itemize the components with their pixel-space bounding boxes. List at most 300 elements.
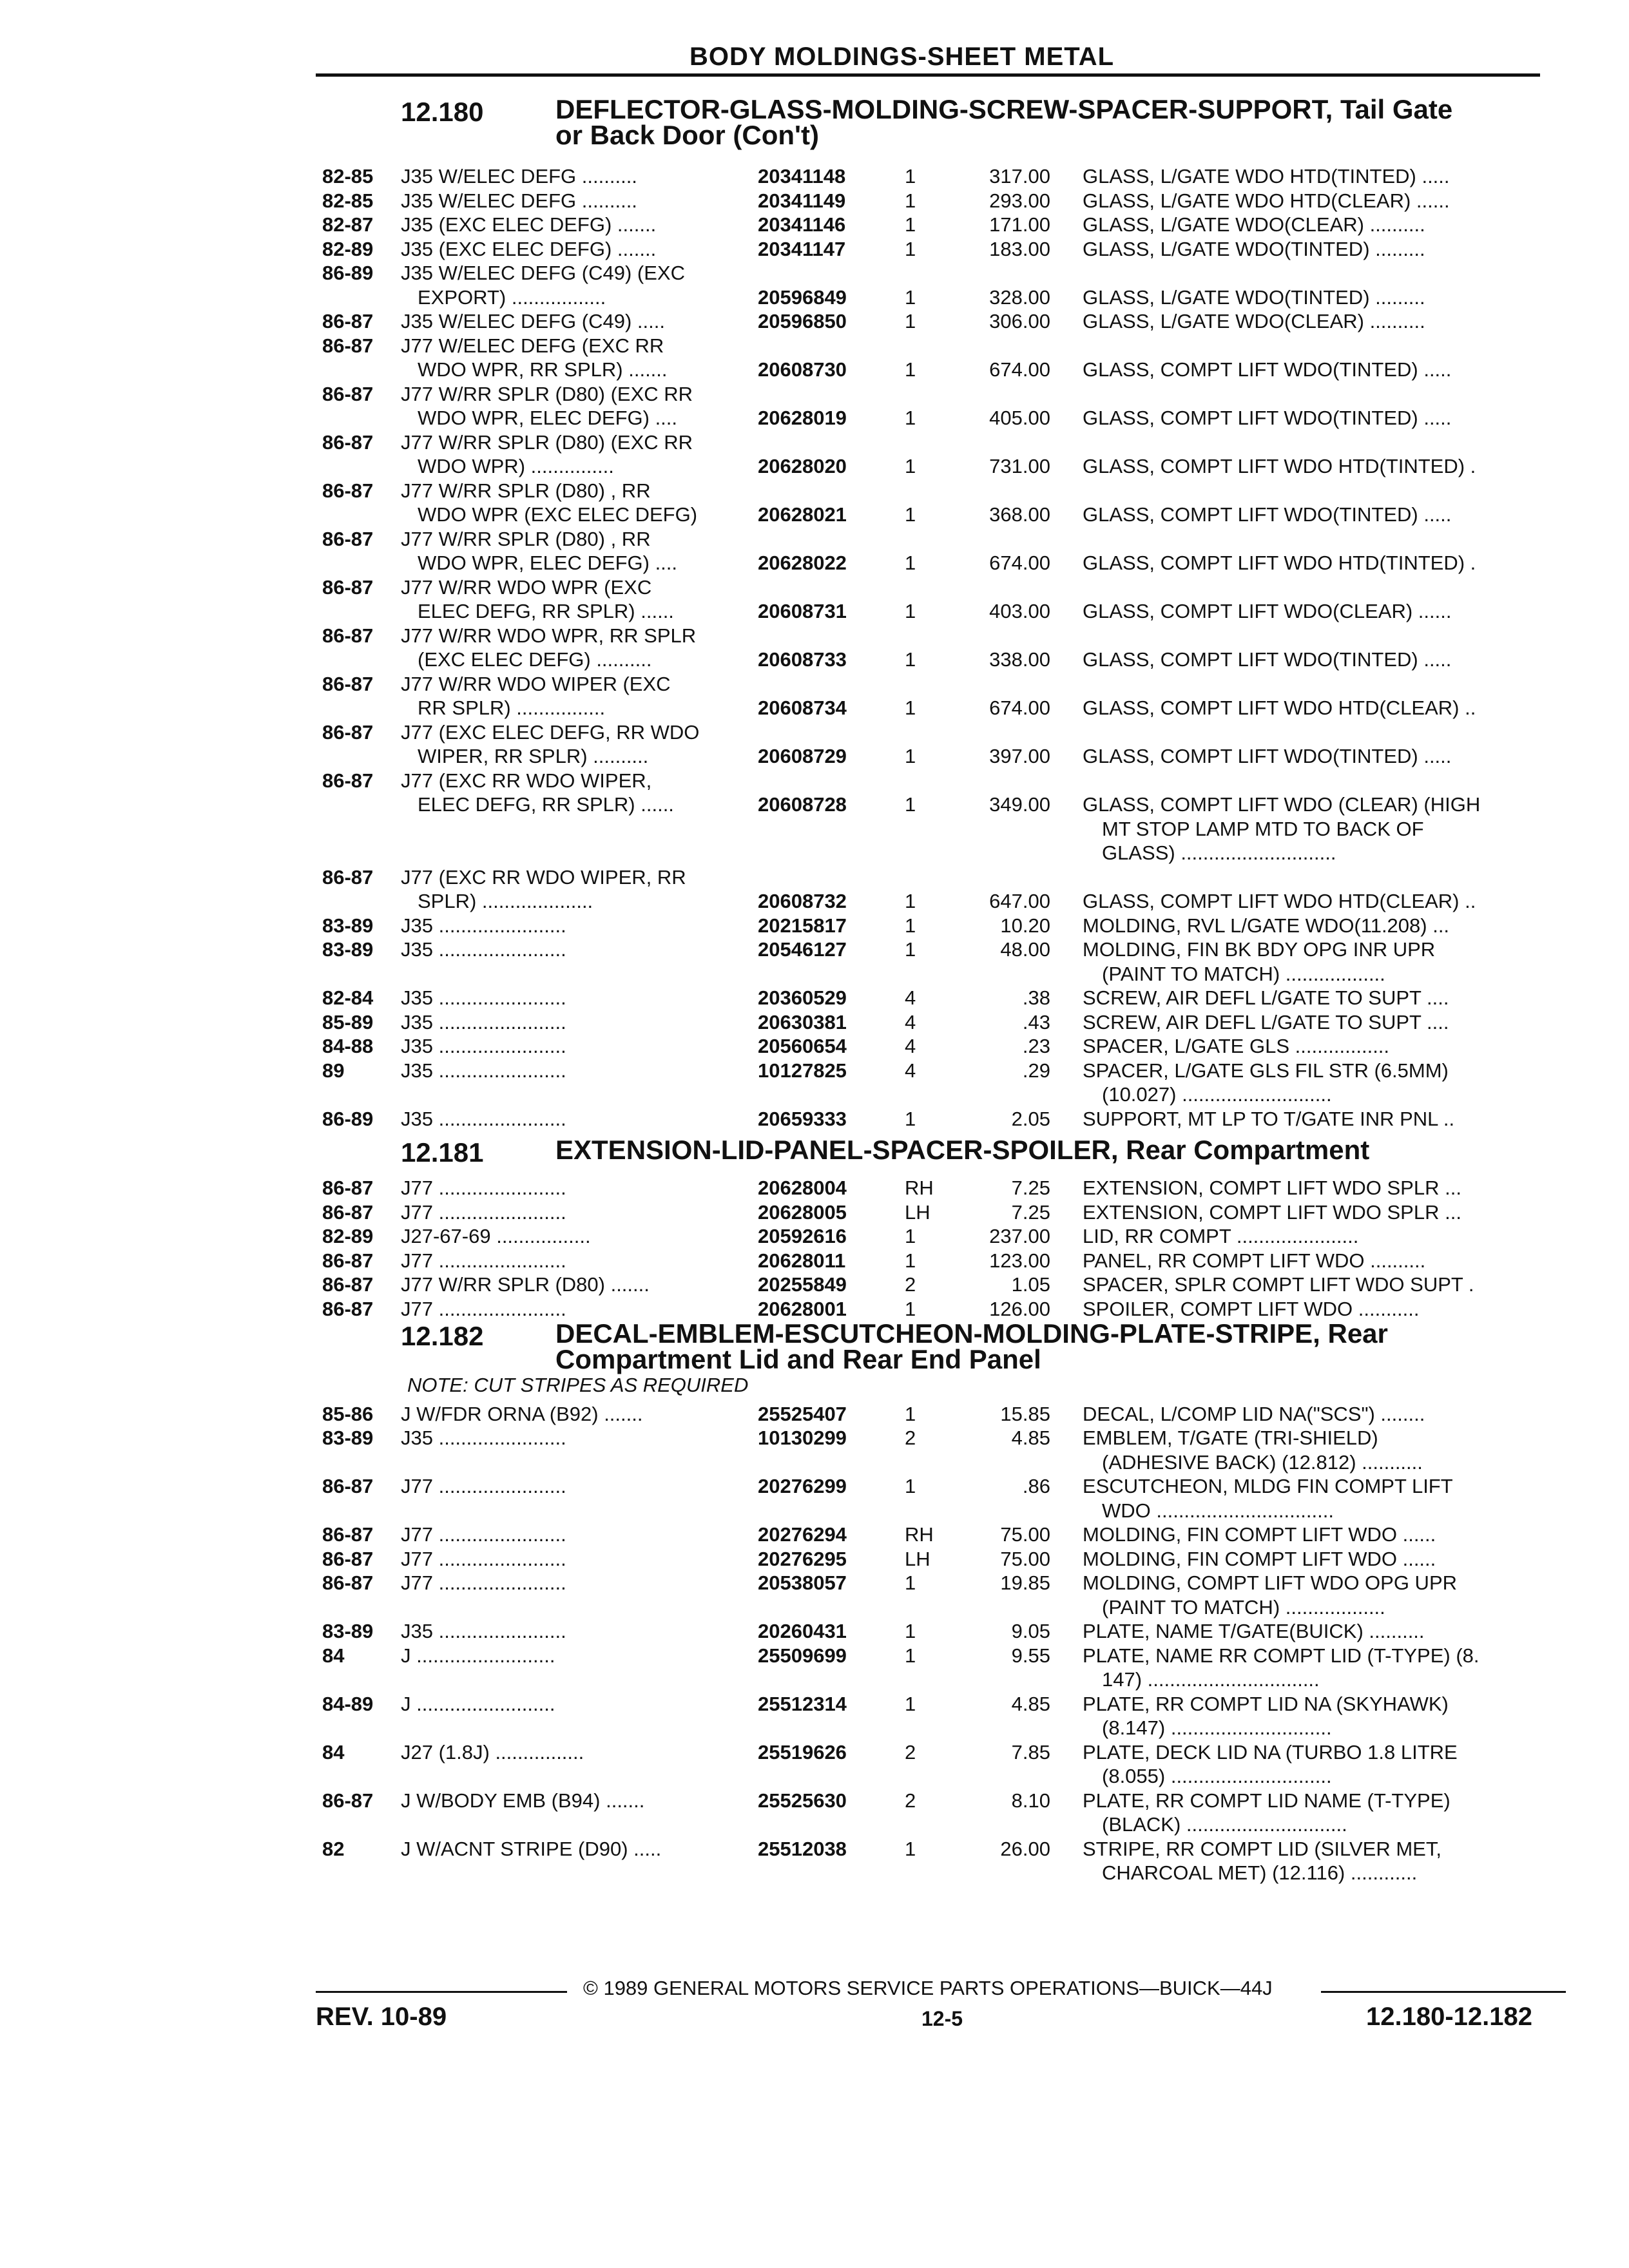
quantity: 4 [905,986,916,1009]
price: 7.25 [1011,1200,1050,1224]
part-number: 20628019 [758,407,847,429]
model-years: 86-87 [322,382,374,405]
part-name: WDO ................................ [1102,1499,1334,1522]
section-note: NOTE: CUT STRIPES AS REQUIRED [407,1374,749,1396]
part-number: 20628005 [758,1200,847,1224]
quantity: 1 [905,938,916,961]
part-usage: J77 W/ELEC DEFG (EXC RR [401,334,664,357]
price: .38 [1022,986,1050,1009]
part-row [0,261,1629,309]
footer-copyright: © 1989 GENERAL MOTORS SERVICE PARTS OPERATIONS—BUICK—44J [583,1977,1273,1999]
part-number: 10130299 [758,1427,847,1449]
part-number: 20628011 [758,1249,846,1272]
part-usage: J77 W/RR WDO WPR (EXC [401,575,652,599]
part-name: PLATE, DECK LID NA (TURBO 1.8 LITRE [1083,1740,1458,1763]
model-years: 84-88 [322,1035,374,1057]
part-usage: WDO WPR) ............... [418,455,614,477]
part-name: (BLACK) ............................. [1102,1813,1347,1836]
part-usage: RR SPLR) ................ [418,697,606,719]
price: 237.00 [989,1225,1050,1247]
part-number: 25509699 [758,1644,847,1667]
part-usage: J35 W/ELEC DEFG .......... [401,165,637,187]
quantity: 4 [905,1059,916,1082]
price: 4.85 [1011,1692,1050,1715]
price: 15.85 [1000,1402,1050,1425]
part-row [0,1402,1629,1427]
part-usage: J35 (EXC ELEC DEFG) ....... [401,237,657,260]
model-years: 82-84 [322,986,374,1009]
part-name: DECAL, L/COMP LID NA("SCS") ........ [1083,1402,1425,1425]
part-usage: J W/ACNT STRIPE (D90) ..... [401,1837,662,1860]
part-number: 20360529 [758,986,847,1009]
part-usage: WDO WPR, ELEC DEFG) .... [418,552,678,574]
model-years: 86-87 [322,479,374,502]
part-usage: J77 ....................... [401,1475,566,1497]
part-name: EXTENSION, COMPT LIFT WDO SPLR ... [1083,1177,1461,1199]
part-name: SPACER, L/GATE GLS FIL STR (6.5MM) [1083,1059,1449,1082]
model-years: 86-87 [322,1273,374,1296]
price: 9.05 [1011,1620,1050,1642]
part-name: MOLDING, RVL L/GATE WDO(11.208) ... [1083,914,1450,937]
section-number: 12.182 [401,1321,484,1351]
part-usage: J35 ....................... [401,1107,566,1130]
part-number: 25512314 [758,1692,847,1715]
part-row [0,527,1629,575]
part-row [0,479,1629,527]
part-usage: J77 W/RR WDO WIPER (EXC [401,672,671,695]
part-name: (ADHESIVE BACK) (12.812) ........... [1102,1450,1423,1474]
model-years: 84 [322,1740,345,1763]
quantity: RH [905,1523,934,1546]
quantity: 1 [905,552,916,574]
model-years: 86-87 [322,1789,374,1812]
quantity: 1 [905,1297,916,1320]
model-years: 86-87 [322,1547,374,1570]
quantity: 1 [905,407,916,429]
part-number: 20341147 [758,237,846,260]
model-years: 86-87 [322,430,374,454]
model-years: 82-89 [322,1225,374,1247]
part-name: 147) ............................... [1102,1668,1320,1691]
part-usage: WDO WPR, RR SPLR) ....... [418,358,668,381]
part-name: GLASS, COMPT LIFT WDO(TINTED) ..... [1083,648,1452,671]
section-title-continued: Compartment Lid and Rear End Panel [555,1344,1041,1374]
part-number: 25512038 [758,1837,847,1860]
part-usage: J W/BODY EMB (B94) ....... [401,1789,645,1812]
part-number: 20608733 [758,648,847,671]
model-years: 86-87 [322,769,374,792]
part-row [0,1034,1629,1059]
part-name: (10.027) ........................... [1102,1083,1332,1106]
part-row [0,1297,1629,1321]
model-years: 86-87 [322,1177,374,1199]
quantity: 1 [905,1692,916,1715]
part-number: 20592616 [758,1225,847,1247]
part-number: 20628020 [758,455,847,477]
part-number: 20560654 [758,1035,847,1057]
part-name: GLASS, L/GATE WDO HTD(CLEAR) ...... [1083,189,1450,212]
model-years: 86-87 [322,1249,374,1272]
footer-section-range: 12.180-12.182 [1366,2003,1533,2031]
part-number: 20596850 [758,310,847,332]
model-years: 86-89 [322,1107,374,1130]
part-row [0,937,1629,986]
part-number: 20215817 [758,914,847,937]
part-row [0,1547,1629,1571]
part-usage: J35 ....................... [401,1620,566,1642]
part-name: ESCUTCHEON, MLDG FIN COMPT LIFT [1083,1475,1453,1497]
quantity: 2 [905,1273,916,1296]
part-name: MOLDING, COMPT LIFT WDO OPG UPR [1083,1571,1458,1594]
part-usage: ELEC DEFG, RR SPLR) ...... [418,600,674,622]
part-number: 20628001 [758,1297,847,1320]
quantity: 1 [905,1837,916,1860]
part-name: CHARCOAL MET) (12.116) ............ [1102,1861,1418,1884]
part-row [0,1644,1629,1692]
part-row [0,430,1629,479]
part-usage: J77 ....................... [401,1249,566,1272]
footer-revision: REV. 10-89 [316,2003,447,2031]
quantity: 1 [905,1571,916,1594]
quantity: 1 [905,213,916,236]
model-years: 83-89 [322,914,374,937]
part-name: GLASS, COMPT LIFT WDO HTD(CLEAR) .. [1083,890,1476,912]
price: 183.00 [989,237,1050,260]
part-row [0,1619,1629,1644]
part-name: GLASS, L/GATE WDO(TINTED) ......... [1083,285,1425,309]
part-number: 20341149 [758,189,846,212]
part-row [0,1474,1629,1523]
part-row [0,624,1629,672]
part-row [0,1273,1629,1297]
part-row [0,213,1629,237]
part-usage: J77 ....................... [401,1547,566,1570]
part-name: MOLDING, FIN COMPT LIFT WDO ...... [1083,1523,1436,1546]
price: 328.00 [989,285,1050,309]
part-row [0,1249,1629,1273]
part-name: EMBLEM, T/GATE (TRI-SHIELD) [1083,1427,1378,1449]
part-usage: J77 W/RR SPLR (D80) (EXC RR [401,382,693,405]
part-number: 20630381 [758,1010,847,1033]
part-number: 20608734 [758,697,847,719]
price: 10.20 [1000,914,1050,937]
quantity: LH [905,1547,930,1570]
part-number: 20276295 [758,1547,847,1570]
price: 7.25 [1011,1177,1050,1199]
part-row [0,1523,1629,1547]
part-name: GLASS, COMPT LIFT WDO HTD(TINTED) . [1083,455,1476,477]
part-usage: J ......................... [401,1644,555,1667]
part-name: MT STOP LAMP MTD TO BACK OF [1102,817,1424,840]
quantity: 1 [905,793,916,816]
part-usage: EXPORT) ................. [418,285,606,309]
part-row [0,1059,1629,1107]
part-name: LID, RR COMPT ...................... [1083,1225,1359,1247]
part-row [0,1010,1629,1035]
price: 7.85 [1011,1740,1050,1763]
quantity: 1 [905,914,916,937]
model-years: 86-87 [322,527,374,550]
price: 349.00 [989,793,1050,816]
price: 403.00 [989,600,1050,622]
part-row [0,382,1629,430]
quantity: 1 [905,310,916,332]
part-usage: J35 ....................... [401,914,566,937]
part-name: GLASS, COMPT LIFT WDO(CLEAR) ...... [1083,600,1452,622]
quantity: 1 [905,358,916,381]
part-number: 20628022 [758,552,847,574]
part-usage: WIPER, RR SPLR) .......... [418,745,649,767]
part-usage: J77 W/RR SPLR (D80) , RR [401,479,651,502]
part-usage: J77 (EXC RR WDO WIPER, RR [401,865,686,889]
price: 75.00 [1000,1523,1050,1546]
model-years: 82-87 [322,213,374,236]
quantity: 1 [905,1107,916,1130]
model-years: 86-87 [322,1571,374,1594]
price: 338.00 [989,648,1050,671]
model-years: 86-87 [322,1523,374,1546]
part-row [0,1837,1629,1885]
price: 2.05 [1011,1107,1050,1130]
part-row [0,1224,1629,1249]
part-name: (8.055) ............................. [1102,1765,1332,1787]
part-number: 20596849 [758,285,847,309]
part-name: PANEL, RR COMPT LIFT WDO .......... [1083,1249,1426,1272]
part-row [0,237,1629,262]
quantity: 2 [905,1789,916,1812]
part-usage: J77 (EXC RR WDO WIPER, [401,769,652,792]
part-row [0,1740,1629,1789]
part-usage: J77 W/RR SPLR (D80) , RR [401,527,651,550]
quantity: 1 [905,237,916,260]
part-row [0,769,1629,864]
part-name: SCREW, AIR DEFL L/GATE TO SUPT .... [1083,986,1449,1009]
part-row [0,1426,1629,1474]
part-usage: J35 ....................... [401,986,566,1009]
section-title: DEFLECTOR-GLASS-MOLDING-SCREW-SPACER-SUPPORT, Tail Gate [555,94,1453,124]
part-name: SCREW, AIR DEFL L/GATE TO SUPT .... [1083,1010,1449,1033]
quantity: 1 [905,165,916,187]
model-years: 86-87 [322,334,374,357]
part-row [0,334,1629,382]
part-name: GLASS, COMPT LIFT WDO HTD(TINTED) . [1083,552,1476,574]
quantity: 1 [905,1644,916,1667]
part-usage: SPLR) .................... [418,890,593,912]
part-usage: J W/FDR ORNA (B92) ....... [401,1402,643,1425]
header-rule [316,73,1540,77]
quantity: 1 [905,745,916,767]
price: .86 [1022,1475,1050,1497]
model-years: 86-87 [322,575,374,599]
part-usage: J27-67-69 ................. [401,1225,591,1247]
part-usage: J27 (1.8J) ................ [401,1740,584,1763]
part-number: 20276294 [758,1523,847,1546]
part-usage: J35 ....................... [401,1010,566,1033]
part-name: PLATE, NAME RR COMPT LID (T-TYPE) (8. [1083,1644,1480,1667]
model-years: 86-89 [322,262,374,284]
price: 674.00 [989,697,1050,719]
part-row [0,164,1629,189]
part-usage: J77 ....................... [401,1297,566,1320]
price: 19.85 [1000,1571,1050,1594]
price: 126.00 [989,1297,1050,1320]
quantity: 1 [905,600,916,622]
quantity: 1 [905,648,916,671]
part-name: STRIPE, RR COMPT LID (SILVER MET, [1083,1837,1441,1860]
quantity: 2 [905,1427,916,1449]
model-years: 89 [322,1059,345,1082]
part-row [0,575,1629,624]
part-usage: WDO WPR, ELEC DEFG) .... [418,407,678,429]
part-number: 20608731 [758,600,847,622]
part-number: 20608728 [758,793,847,816]
part-number: 20260431 [758,1620,847,1642]
price: 9.55 [1011,1644,1050,1667]
part-number: 20276299 [758,1475,847,1497]
quantity: 1 [905,697,916,719]
section-title-continued: or Back Door (Con't) [555,120,819,150]
part-number: 20608732 [758,890,847,912]
part-number: 20341148 [758,165,846,187]
part-usage: J35 W/ELEC DEFG (C49) (EXC [401,262,685,284]
part-row [0,1107,1629,1131]
part-row [0,865,1629,914]
model-years: 86-87 [322,624,374,647]
part-usage: J ......................... [401,1692,555,1715]
part-number: 20546127 [758,938,847,961]
part-number: 25525407 [758,1402,847,1425]
price: 647.00 [989,890,1050,912]
part-usage: J77 ....................... [401,1200,566,1224]
section-title: EXTENSION-LID-PANEL-SPACER-SPOILER, Rear Compartment [555,1135,1370,1165]
quantity: RH [905,1177,934,1199]
price: 8.10 [1011,1789,1050,1812]
model-years: 86-87 [322,1200,374,1224]
part-row [0,672,1629,720]
part-name: (PAINT TO MATCH) .................. [1102,1595,1385,1619]
part-usage: J35 (EXC ELEC DEFG) ....... [401,213,657,236]
part-row [0,1176,1629,1200]
model-years: 85-86 [322,1402,374,1425]
part-row [0,1692,1629,1740]
part-row [0,986,1629,1010]
quantity: 4 [905,1035,916,1057]
part-name: GLASS) ............................ [1102,841,1336,864]
part-number: 25519626 [758,1740,847,1763]
price: 674.00 [989,358,1050,381]
price: 123.00 [989,1249,1050,1272]
part-name: SUPPORT, MT LP TO T/GATE INR PNL .. [1083,1107,1455,1130]
part-name: PLATE, RR COMPT LID NA (SKYHAWK) [1083,1692,1449,1715]
section-number: 12.181 [401,1137,484,1168]
part-row [0,1789,1629,1837]
part-name: MOLDING, FIN COMPT LIFT WDO ...... [1083,1547,1436,1570]
part-row [0,309,1629,334]
part-number: 20659333 [758,1107,847,1130]
part-number: 25525630 [758,1789,847,1812]
part-name: GLASS, COMPT LIFT WDO (CLEAR) (HIGH [1083,793,1481,816]
part-usage: J77 ....................... [401,1571,566,1594]
quantity: 1 [905,503,916,526]
part-number: 20341146 [758,213,846,236]
model-years: 86-87 [322,310,374,332]
part-row [0,1200,1629,1225]
model-years: 86-87 [322,1297,374,1320]
price: 293.00 [989,189,1050,212]
model-years: 82-85 [322,165,374,187]
model-years: 84 [322,1644,345,1667]
model-years: 83-89 [322,1620,374,1642]
price: 397.00 [989,745,1050,767]
part-name: SPACER, L/GATE GLS ................. [1083,1035,1390,1057]
part-name: SPACER, SPLR COMPT LIFT WDO SUPT . [1083,1273,1474,1296]
model-years: 86-87 [322,672,374,695]
model-years: 86-87 [322,865,374,889]
part-name: PLATE, NAME T/GATE(BUICK) .......... [1083,1620,1425,1642]
model-years: 82-85 [322,189,374,212]
part-row [0,720,1629,769]
part-usage: (EXC ELEC DEFG) .......... [418,648,652,671]
footer-page-number: 12-5 [921,2007,963,2030]
part-name: SPOILER, COMPT LIFT WDO ........... [1083,1297,1420,1320]
price: 306.00 [989,310,1050,332]
quantity: 1 [905,189,916,212]
section-title: DECAL-EMBLEM-ESCUTCHEON-MOLDING-PLATE-STRIPE, Rear [555,1318,1388,1349]
price: 317.00 [989,165,1050,187]
model-years: 83-89 [322,938,374,961]
quantity: 4 [905,1010,916,1033]
quantity: LH [905,1200,930,1224]
part-number: 20628021 [758,503,847,526]
part-usage: ELEC DEFG, RR SPLR) ...... [418,793,674,816]
part-name: EXTENSION, COMPT LIFT WDO SPLR ... [1083,1200,1461,1224]
page-header-title: BODY MOLDINGS-SHEET METAL [689,43,1115,71]
part-number: 20255849 [758,1273,847,1296]
part-name: GLASS, COMPT LIFT WDO(TINTED) ..... [1083,503,1452,526]
quantity: 1 [905,890,916,912]
part-usage: J77 W/RR WDO WPR, RR SPLR [401,624,697,647]
price: .29 [1022,1059,1050,1082]
part-usage: J77 W/RR SPLR (D80) ....... [401,1273,650,1296]
part-usage: J35 ....................... [401,1427,566,1449]
part-name: GLASS, L/GATE WDO(CLEAR) .......... [1083,213,1425,236]
part-usage: J77 ....................... [401,1523,566,1546]
model-years: 86-87 [322,1475,374,1497]
price: .43 [1022,1010,1050,1033]
price: 674.00 [989,552,1050,574]
part-number: 20608730 [758,358,847,381]
price: 48.00 [1000,938,1050,961]
quantity: 1 [905,1475,916,1497]
price: 405.00 [989,407,1050,429]
section-number: 12.180 [401,97,484,127]
price: 731.00 [989,455,1050,477]
part-name: GLASS, COMPT LIFT WDO(TINTED) ..... [1083,745,1452,767]
quantity: 1 [905,1225,916,1247]
part-usage: J35 ....................... [401,1059,566,1082]
part-number: 10127825 [758,1059,847,1082]
part-number: 20608729 [758,745,847,767]
part-name: (8.147) ............................. [1102,1716,1332,1739]
model-years: 82-89 [322,237,374,260]
model-years: 84-89 [322,1692,374,1715]
part-name: GLASS, COMPT LIFT WDO(TINTED) ..... [1083,407,1452,429]
part-usage: J35 W/ELEC DEFG (C49) ..... [401,310,665,332]
price: 368.00 [989,503,1050,526]
part-usage: J35 W/ELEC DEFG .......... [401,189,637,212]
part-usage: J77 ....................... [401,1177,566,1199]
part-usage: J77 W/RR SPLR (D80) (EXC RR [401,430,693,454]
